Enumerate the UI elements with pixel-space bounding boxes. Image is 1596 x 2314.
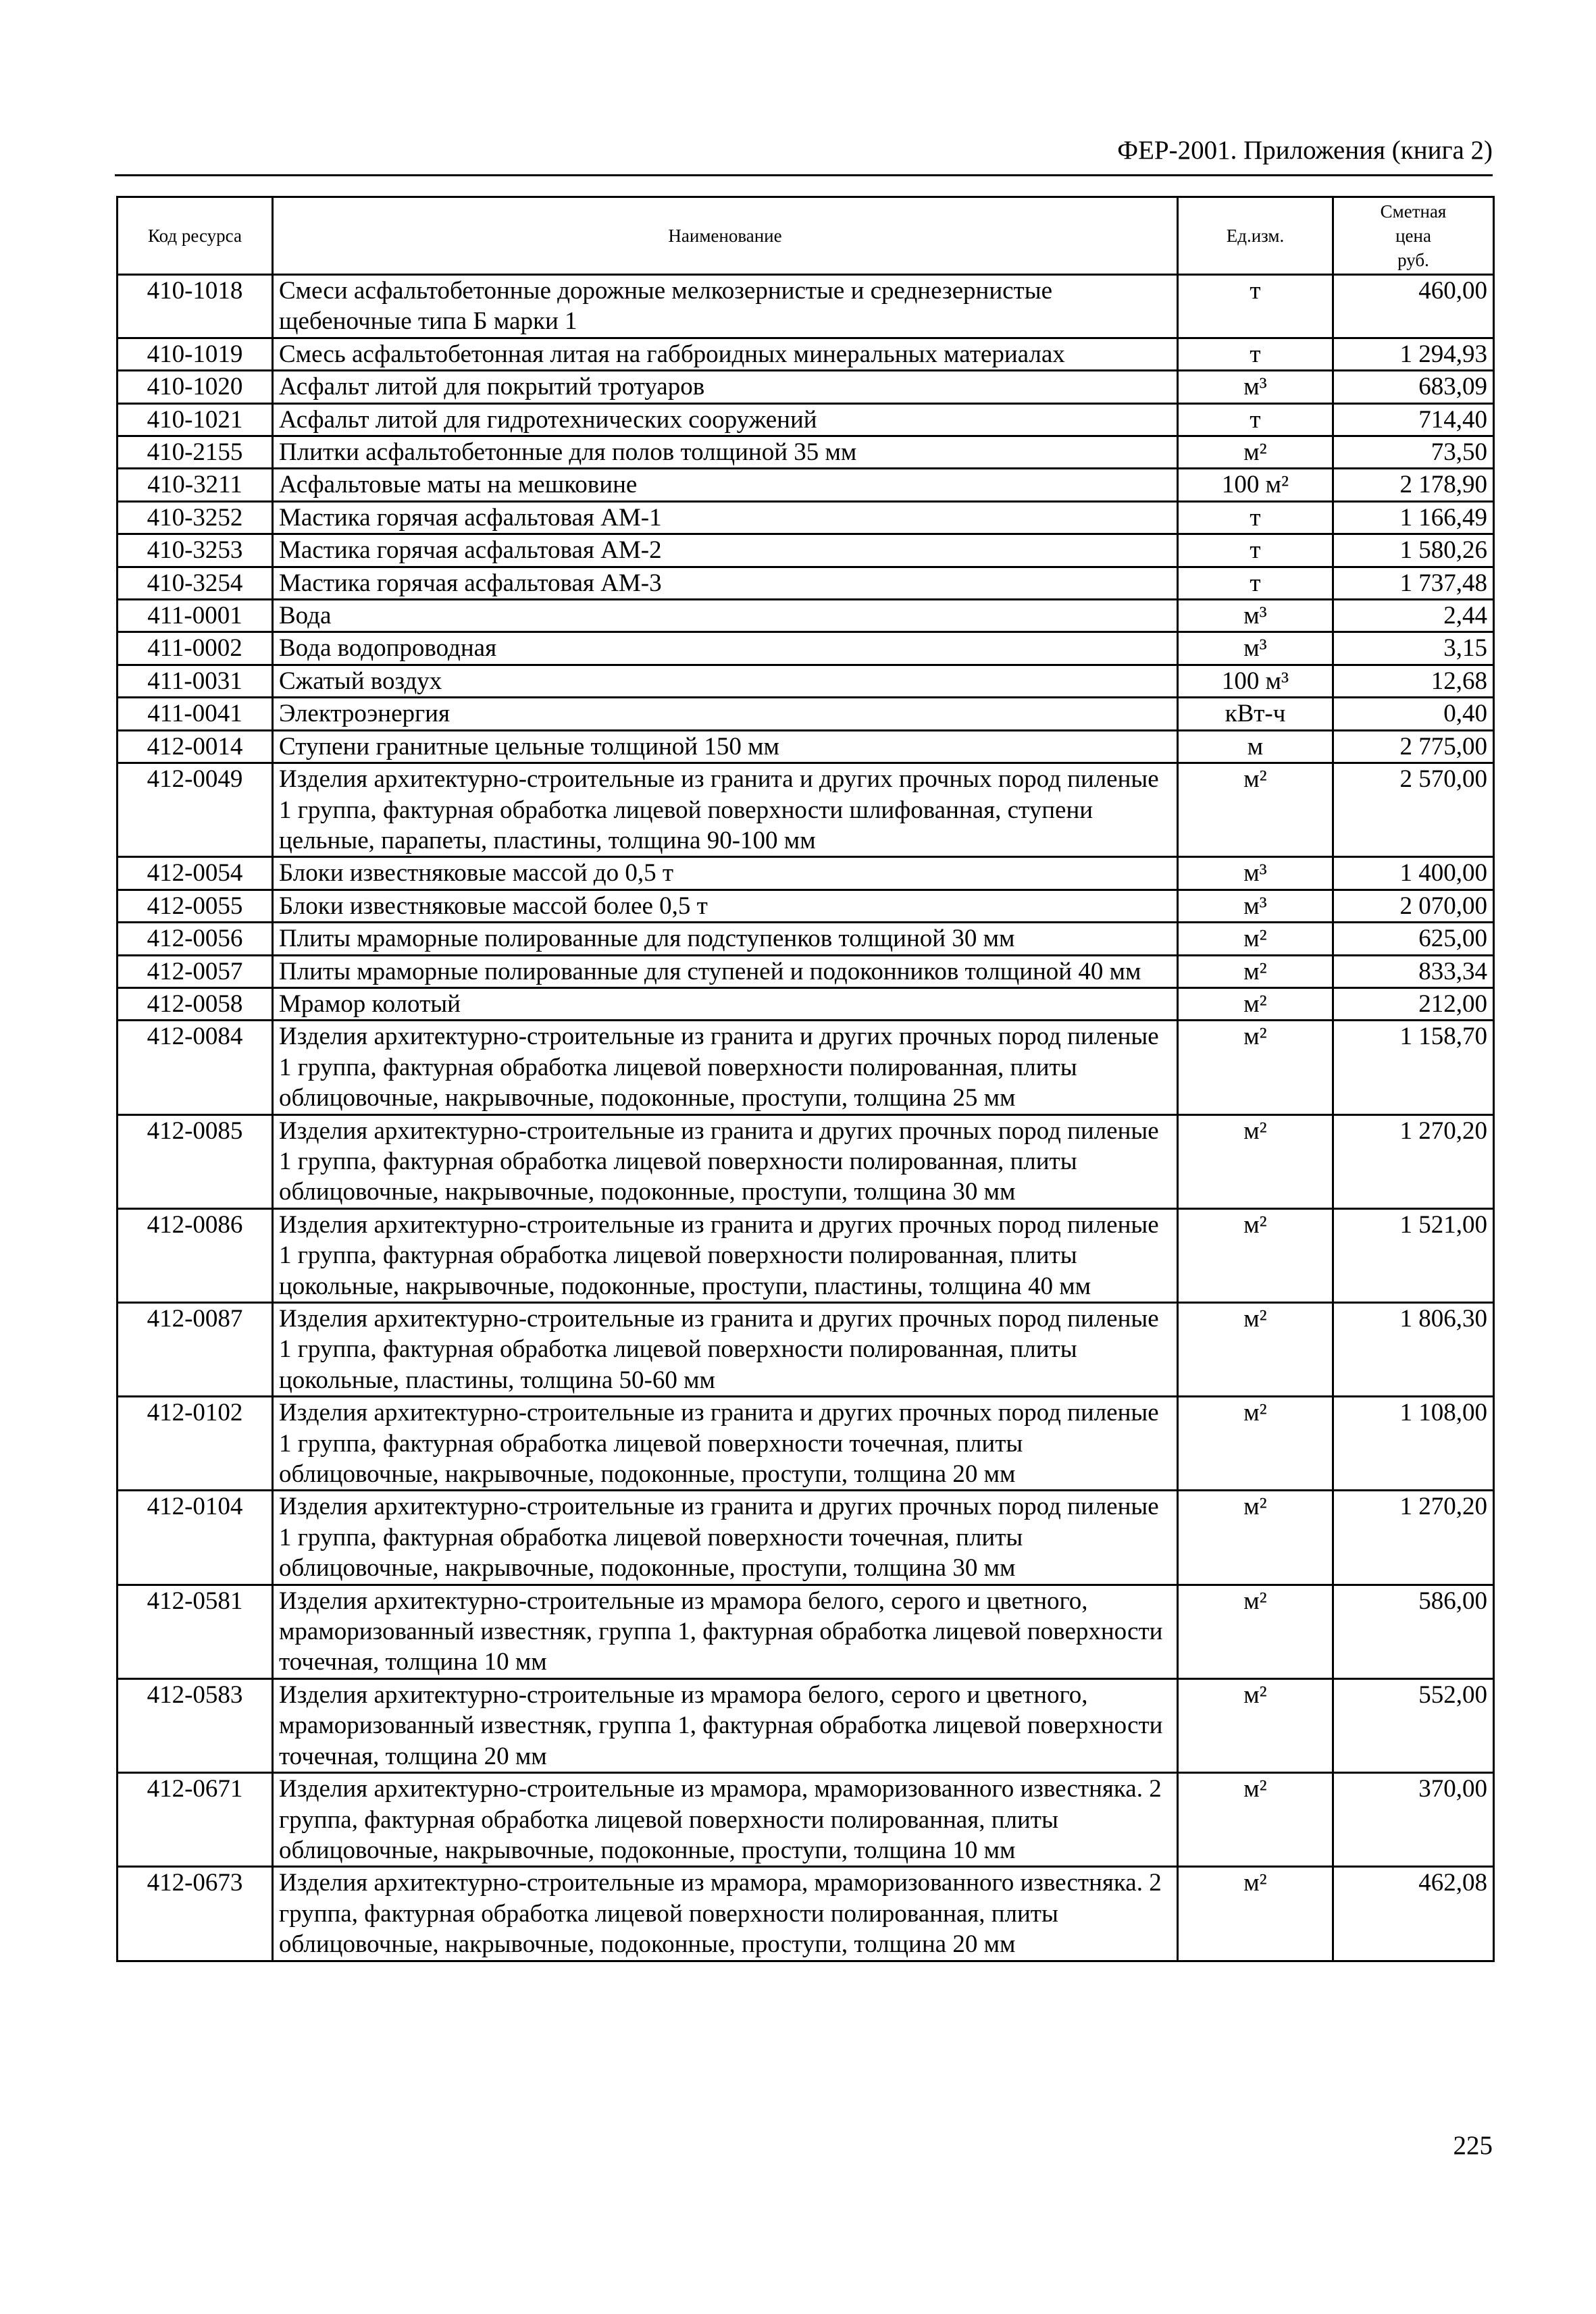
resource-name-cell: Изделия архитектурно-строительные из гранита и других прочных пород пиленые 1 группа, фактурная обработка лицевой поверхности полированная, плиты облицовочные, накрывочные, подоконные, проступи, толщина 25 мм <box>273 1021 1178 1114</box>
price-cell: 1 108,00 <box>1333 1397 1494 1491</box>
resource-name-cell: Плиты мраморные полированные для подступенков толщиной 30 мм <box>273 923 1178 955</box>
resource-code-cell: 412-0087 <box>118 1303 273 1397</box>
unit-cell: м² <box>1178 987 1333 1020</box>
table-body <box>118 275 1494 1961</box>
resource-name-cell: Вода <box>273 600 1178 632</box>
resource-code-cell: 410-3253 <box>118 534 273 567</box>
unit-cell: т <box>1178 534 1333 567</box>
resource-code-cell: 412-0581 <box>118 1585 273 1678</box>
table-row <box>118 1303 1494 1397</box>
table-row <box>118 763 1494 857</box>
resource-name-cell: Изделия архитектурно-строительные из мрамора, мраморизованного известняка. 2 группа, фактурная обработка лицевой поверхности полированная, плиты облицовочные, накрывочные, подоконные, проступи, толщина 10 мм <box>273 1773 1178 1867</box>
price-cell: 833,34 <box>1333 955 1494 987</box>
price-cell: 370,00 <box>1333 1773 1494 1867</box>
page-header: ФЕР-2001. Приложения (книга 2) <box>1117 136 1493 165</box>
table-row <box>118 857 1494 890</box>
price-cell: 1 806,30 <box>1333 1303 1494 1397</box>
table-row <box>118 275 1494 338</box>
table-row <box>118 890 1494 922</box>
resource-name-cell: Смесь асфальтобетонная литая на габброидных минеральных материалах <box>273 338 1178 370</box>
table-row <box>118 698 1494 730</box>
resource-code-cell: 412-0583 <box>118 1678 273 1772</box>
table-row <box>118 665 1494 697</box>
resource-code-cell: 411-0001 <box>118 600 273 632</box>
page-number: 225 <box>1453 2131 1493 2160</box>
unit-cell: м² <box>1178 923 1333 955</box>
price-cell: 1 521,00 <box>1333 1208 1494 1302</box>
unit-cell: т <box>1178 501 1333 534</box>
resource-name-cell: Асфальт литой для гидротехнических сооружений <box>273 403 1178 436</box>
price-cell: 1 270,20 <box>1333 1114 1494 1208</box>
resource-code-cell: 412-0102 <box>118 1397 273 1491</box>
resource-code-cell: 410-3211 <box>118 469 273 501</box>
unit-cell: м³ <box>1178 632 1333 665</box>
price-cell: 2 570,00 <box>1333 763 1494 857</box>
resource-name-cell: Изделия архитектурно-строительные из мрамора белого, серого и цветного, мраморизованный известняк, группа 1, фактурная обработка лицевой поверхности точечная, толщина 20 мм <box>273 1678 1178 1772</box>
price-cell: 1 158,70 <box>1333 1021 1494 1114</box>
price-cell: 460,00 <box>1333 275 1494 338</box>
price-header-line: цена <box>1395 226 1431 246</box>
price-cell: 683,09 <box>1333 371 1494 403</box>
unit-cell: м² <box>1178 1021 1333 1114</box>
unit-cell: кВт-ч <box>1178 698 1333 730</box>
table-row <box>118 403 1494 436</box>
unit-cell: м² <box>1178 1303 1333 1397</box>
table-row <box>118 1021 1494 1114</box>
resource-name-cell: Электроэнергия <box>273 698 1178 730</box>
resource-code-cell: 410-3252 <box>118 501 273 534</box>
resource-code-cell: 412-0671 <box>118 1773 273 1867</box>
table-row <box>118 600 1494 632</box>
price-cell: 2 178,90 <box>1333 469 1494 501</box>
resource-name-cell: Изделия архитектурно-строительные из мрамора, мраморизованного известняка. 2 группа, фактурная обработка лицевой поверхности полированная, плиты облицовочные, накрывочные, подоконные, проступи, толщина 20 мм <box>273 1867 1178 1961</box>
resource-name-cell: Мрамор колотый <box>273 987 1178 1020</box>
resource-name-cell: Асфальтовые маты на мешковине <box>273 469 1178 501</box>
resource-code-cell: 412-0055 <box>118 890 273 922</box>
table-row <box>118 567 1494 599</box>
resource-code-cell: 410-1020 <box>118 371 273 403</box>
price-cell: 1 737,48 <box>1333 567 1494 599</box>
resource-name-cell: Блоки известняковые массой более 0,5 т <box>273 890 1178 922</box>
resource-name-cell: Изделия архитектурно-строительные из гранита и других прочных пород пиленые 1 группа, фактурная обработка лицевой поверхности точечная, плиты облицовочные, накрывочные, подоконные, проступи, толщина 30 мм <box>273 1491 1178 1585</box>
resource-name-cell: Мастика горячая асфальтовая АМ-3 <box>273 567 1178 599</box>
resource-code-cell: 412-0056 <box>118 923 273 955</box>
resource-name-cell: Изделия архитектурно-строительные из гранита и других прочных пород пиленые 1 группа, фактурная обработка лицевой поверхности полированная, плиты цокольные, накрывочные, подоконные, проступи, пластины, толщина 40 мм <box>273 1208 1178 1302</box>
price-cell: 552,00 <box>1333 1678 1494 1772</box>
resource-name-cell: Асфальт литой для покрытий тротуаров <box>273 371 1178 403</box>
resource-name-cell: Плитки асфальтобетонные для полов толщиной 35 мм <box>273 436 1178 469</box>
resource-name-cell: Ступени гранитные цельные толщиной 150 мм <box>273 730 1178 763</box>
unit-cell: м² <box>1178 763 1333 857</box>
price-cell: 1 270,20 <box>1333 1491 1494 1585</box>
resource-name-cell: Вода водопроводная <box>273 632 1178 665</box>
column-header-price <box>1333 197 1494 275</box>
resource-name-cell: Изделия архитектурно-строительные из гранита и других прочных пород пиленые 1 группа, фактурная обработка лицевой поверхности полированная, плиты облицовочные, накрывочные, подоконные, проступи, толщина 30 мм <box>273 1114 1178 1208</box>
column-header-name: Наименование <box>273 197 1178 275</box>
resource-price-table <box>116 196 1495 1962</box>
resource-code-cell: 411-0041 <box>118 698 273 730</box>
table-row <box>118 1585 1494 1678</box>
unit-cell: м² <box>1178 1585 1333 1678</box>
table-row <box>118 632 1494 665</box>
resource-code-cell: 412-0104 <box>118 1491 273 1585</box>
unit-cell: 100 м² <box>1178 469 1333 501</box>
resource-name-cell: Сжатый воздух <box>273 665 1178 697</box>
table-row <box>118 987 1494 1020</box>
resource-name-cell: Изделия архитектурно-строительные из мрамора белого, серого и цветного, мраморизованный известняк, группа 1, фактурная обработка лицевой поверхности точечная, толщина 10 мм <box>273 1585 1178 1678</box>
table-row <box>118 1773 1494 1867</box>
resource-name-cell: Блоки известняковые массой до 0,5 т <box>273 857 1178 890</box>
resource-code-cell: 412-0058 <box>118 987 273 1020</box>
table-row <box>118 730 1494 763</box>
unit-cell: 100 м³ <box>1178 665 1333 697</box>
price-cell: 714,40 <box>1333 403 1494 436</box>
resource-code-cell: 412-0086 <box>118 1208 273 1302</box>
price-cell: 1 580,26 <box>1333 534 1494 567</box>
price-cell: 462,08 <box>1333 1867 1494 1961</box>
resource-name-cell: Плиты мраморные полированные для ступеней и подоконников толщиной 40 мм <box>273 955 1178 987</box>
table-row <box>118 436 1494 469</box>
unit-cell: м³ <box>1178 600 1333 632</box>
price-cell: 1 294,93 <box>1333 338 1494 370</box>
unit-cell: м² <box>1178 1867 1333 1961</box>
price-cell: 586,00 <box>1333 1585 1494 1678</box>
table-row <box>118 1208 1494 1302</box>
unit-cell: м² <box>1178 1397 1333 1491</box>
unit-cell: м² <box>1178 1773 1333 1867</box>
header-rule <box>115 174 1493 176</box>
table-row <box>118 1678 1494 1772</box>
unit-cell: т <box>1178 338 1333 370</box>
unit-cell: м³ <box>1178 857 1333 890</box>
resource-code-cell: 410-1018 <box>118 275 273 338</box>
price-cell: 2,44 <box>1333 600 1494 632</box>
unit-cell: т <box>1178 403 1333 436</box>
resource-code-cell: 412-0673 <box>118 1867 273 1961</box>
column-header-unit: Ед.изм. <box>1178 197 1333 275</box>
price-cell: 1 400,00 <box>1333 857 1494 890</box>
table-header-row <box>118 197 1494 275</box>
resource-code-cell: 412-0049 <box>118 763 273 857</box>
table-row <box>118 1397 1494 1491</box>
table-row <box>118 923 1494 955</box>
table-row <box>118 371 1494 403</box>
price-header-line: руб. <box>1397 250 1429 270</box>
resource-name-cell: Смеси асфальтобетонные дорожные мелкозернистые и среднезернистые щебеночные типа Б марки 1 <box>273 275 1178 338</box>
resource-code-cell: 412-0057 <box>118 955 273 987</box>
price-cell: 2 070,00 <box>1333 890 1494 922</box>
resource-code-cell: 410-1019 <box>118 338 273 370</box>
price-cell: 2 775,00 <box>1333 730 1494 763</box>
resource-code-cell: 412-0084 <box>118 1021 273 1114</box>
price-cell: 12,68 <box>1333 665 1494 697</box>
table-row <box>118 955 1494 987</box>
table-row <box>118 1491 1494 1585</box>
price-cell: 3,15 <box>1333 632 1494 665</box>
table-row <box>118 501 1494 534</box>
price-cell: 0,40 <box>1333 698 1494 730</box>
unit-cell: м² <box>1178 1678 1333 1772</box>
unit-cell: м² <box>1178 1114 1333 1208</box>
table-row <box>118 338 1494 370</box>
resource-code-cell: 410-2155 <box>118 436 273 469</box>
resource-name-cell: Изделия архитектурно-строительные из гранита и других прочных пород пиленые 1 группа, фактурная обработка лицевой поверхности шлифованная, ступени цельные, парапеты, пластины, толщина 90-100 мм <box>273 763 1178 857</box>
resource-code-cell: 410-3254 <box>118 567 273 599</box>
price-cell: 212,00 <box>1333 987 1494 1020</box>
unit-cell: т <box>1178 275 1333 338</box>
price-cell: 1 166,49 <box>1333 501 1494 534</box>
table-row <box>118 469 1494 501</box>
unit-cell: м³ <box>1178 371 1333 403</box>
price-cell: 73,50 <box>1333 436 1494 469</box>
unit-cell: м² <box>1178 436 1333 469</box>
table-row <box>118 1114 1494 1208</box>
unit-cell: м² <box>1178 955 1333 987</box>
resource-code-cell: 412-0054 <box>118 857 273 890</box>
table-row <box>118 534 1494 567</box>
resource-name-cell: Мастика горячая асфальтовая АМ-1 <box>273 501 1178 534</box>
resource-name-cell: Изделия архитектурно-строительные из гранита и других прочных пород пиленые 1 группа, фактурная обработка лицевой поверхности точечная, плиты облицовочные, накрывочные, подоконные, проступи, толщина 20 мм <box>273 1397 1178 1491</box>
table-row <box>118 1867 1494 1961</box>
unit-cell: м² <box>1178 1208 1333 1302</box>
resource-code-cell: 410-1021 <box>118 403 273 436</box>
resource-name-cell: Мастика горячая асфальтовая АМ-2 <box>273 534 1178 567</box>
column-header-code: Код ресурса <box>118 197 273 275</box>
resource-code-cell: 412-0014 <box>118 730 273 763</box>
unit-cell: м² <box>1178 1491 1333 1585</box>
unit-cell: м³ <box>1178 890 1333 922</box>
resource-code-cell: 411-0031 <box>118 665 273 697</box>
resource-code-cell: 411-0002 <box>118 632 273 665</box>
price-cell: 625,00 <box>1333 923 1494 955</box>
resource-name-cell: Изделия архитектурно-строительные из гранита и других прочных пород пиленые 1 группа, фактурная обработка лицевой поверхности полированная, плиты цокольные, пластины, толщина 50-60 мм <box>273 1303 1178 1397</box>
unit-cell: т <box>1178 567 1333 599</box>
price-header-line: Сметная <box>1380 201 1447 222</box>
resource-code-cell: 412-0085 <box>118 1114 273 1208</box>
unit-cell: м <box>1178 730 1333 763</box>
